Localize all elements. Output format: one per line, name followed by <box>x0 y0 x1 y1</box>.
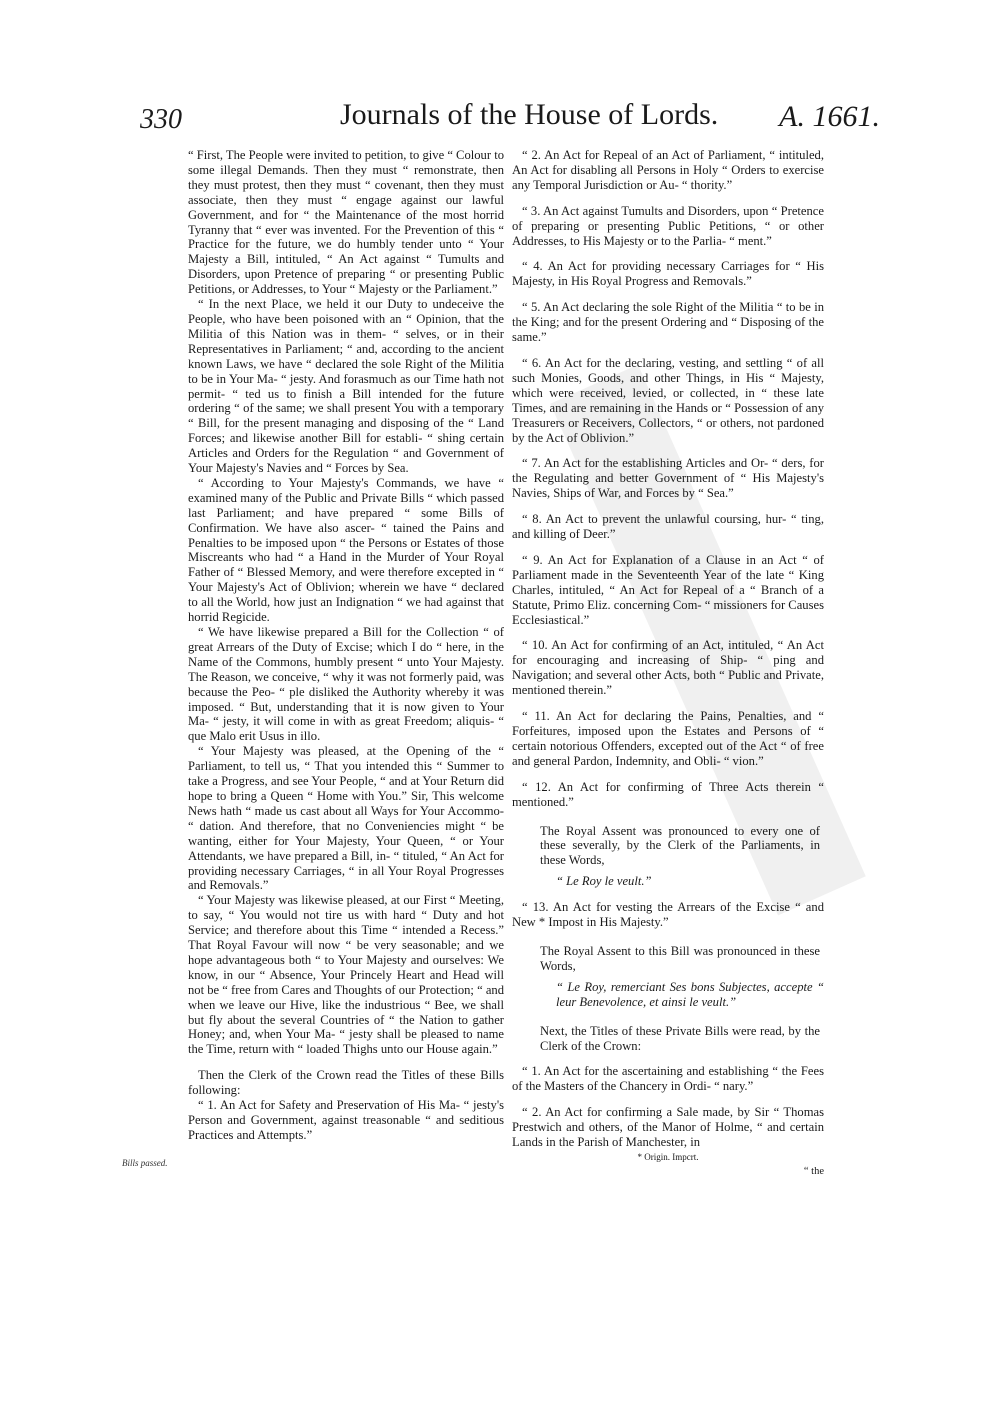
speech-paragraph: “ Your Majesty was likewise pleased, at our First “ Meeting, to say, “ You would not tire us with hard “ Duty and hot Service; and therefore about this Time “ intended a Recess.” That Royal Favour will now “ be very seasonable; and we hope advantageous both “ to Your Majesty and ourselves: We know, in our “ Absence, Your Princely Heart and Head will not be “ free from Cares and Thoughts of our Protection; “ and when we leave our Hive, like the industrious “ Bee, we shall but fly about the several Countries of “ the Nation to gather Honey; and, when Your Ma- “ jesty shall be pleased to name the Time, return with “ loaded Thighs unto our House again.” <box>188 893 504 1057</box>
bill-title: “ 6. An Act for the declaring, vesting, and settling “ of all such Monies, Goods, and other Things, in His “ Majesty, which were received, levied, or collected, in “ these late Times, and are remaining in the Hands or “ Possession of any Treasurers or Receivers, Collectors, “ or others, not pardoned by the Act of Oblivion.” <box>512 355 824 445</box>
bill-title: “ 12. An Act for confirming of Three Acts therein “ mentioned.” <box>512 779 824 809</box>
bill-title: “ 7. An Act for the establishing Articles and Or- “ ders, for the Regulating and better Government of “ His Majesty's Navies, Ships of War, and Forces by “ Sea.” <box>512 456 824 501</box>
running-title: Journals of the House of Lords. <box>340 98 719 131</box>
bill-title: “ 9. An Act for Explanation of a Clause in an Act “ of Parliament made in the Seventeenth Year of the late “ King Charles, intituled, “ An Act for Repeal of a “ Branch of a Statute, Primo Eliz. concerning Com- “ missioners for Causes Ecclesiastical.” <box>512 552 824 627</box>
bill-title: “ 1. An Act for the ascertaining and establishing “ the Fees of the Masters of the Chancery in Ordi- “ nary.” <box>512 1064 824 1094</box>
speech-paragraph: “ We have likewise prepared a Bill for the Collection “ of great Arrears of the Duty of Excise; which I do “ here, in the Name of the Commons, humbly present “ unto Your Majesty. The Reason, we conceive, “ why it was not formerly paid, was because the Peo- “ ple disliked the Authority whereby it was imposed. “ But, understanding that it is now given to Your Ma- “ jesty, it will come in with as great Freedom; aliquis- “ que Malo erit Usus in illo. <box>188 625 504 744</box>
speech-paragraph: “ In the next Place, we held it our Duty to undeceive the People, who have been poisoned with an “ Opinion, that the Militia of this Nation was in them- “ selves, or in their Representatives in Parliament; “ and, according to the ancient known Laws, we have “ declared the sole Right of the Militia to be in Your Ma- “ jesty. And forasmuch as our Time hath not permit- “ ted us to finish a Bill intended for the future ordering “ of the same; we shall present You with a temporary “ Bill, for the present managing and disposing of the “ Land Forces; and likewise another Bill for establi- “ shing certain Articles and Orders for the Regulation “ and Government of Your Majesty's Navies and “ Forces by Sea. <box>188 297 504 476</box>
speech-paragraph: “ According to Your Majesty's Commands, we have “ examined many of the Public and Private Bills “ which passed last Parliament; and have prepared “ some Bills of Confirmation. We have also ascer- “ tained the Pains and Penalties to be imposed upon “ the Persons or Estates of those Miscreants who had “ a Hand in the Murder of Your Royal Father of “ Blessed Memory, and were therefore excepted in “ Your Majesty's Act of Oblivion; wherein we have “ declared to all the World, how just an Indignation “ we had against that horrid Regicide. <box>188 475 504 625</box>
bill-title: “ 4. An Act for providing necessary Carriages for “ His Majesty, in His Royal Progress and Removals.” <box>512 259 824 289</box>
catchword: “ the <box>803 1165 824 1177</box>
clerk-reading-paragraph: Then the Clerk of the Crown read the Titles of these Bills following: <box>188 1068 504 1098</box>
speech-paragraph: “ First, The People were invited to petition, to give “ Colour to some illegal Demands. Then they must “ remonstrate, then they must protest, then they must “ covenant, then they must associate, then they must “ engage against our lawful Government, and for “ the Maintenance of the most horrid Tyranny that “ ever was invented. For the Prevention of this “ Practice for the future, we do humbly tender unto “ Your Majesty a Bill, intituled, “ An Act against “ Tumults and Disorders, upon Pretence of preparing “ or presenting Public Petitions, or Addresses, to Your “ Majesty or the Parliament.” <box>188 148 504 297</box>
left-column <box>188 148 504 1143</box>
margin-note: Bills passed. <box>122 1158 168 1168</box>
bill-title: “ 2. An Act for confirming a Sale made, by Sir “ Thomas Prestwich and others, of the Manor of Holme, “ and certain Lands in the Parish of Manchester, in <box>512 1105 824 1150</box>
footnote: * Origin. Impcrt. <box>637 1151 699 1162</box>
private-bills-intro: Next, the Titles of these Private Bills were read, by the Clerk of the Crown: <box>540 1023 820 1053</box>
assent-formula: “ Le Roy le veult.” <box>556 874 652 889</box>
bill-title: “ 13. An Act for vesting the Arrears of the Excise “ and New * Impost in His Majesty.” <box>512 900 824 930</box>
bill-title: “ 3. An Act against Tumults and Disorders, upon “ Pretence of preparing or presenting Public Petitions, “ or other Addresses, to His Majesty or to the Parlia- “ ment.” <box>512 203 824 248</box>
bill-title: “ 1. An Act for Safety and Preservation of His Ma- “ jesty's Person and Government, against treasonable “ and seditious Practices and Attempts.” <box>188 1098 504 1142</box>
assent-formula: “ Le Roy, remerciant Ses bons Subjectes, accepte “ leur Benevolence, et ainsi le veult.” <box>556 979 824 1009</box>
bill-title: “ 11. An Act for declaring the Pains, Penalties, and “ Forfeitures, imposed upon the Estates and Persons of “ certain notorious Offenders, excepted out of the Act “ of free and general Pardon, Indemnity, and Obli- “ vion.” <box>512 709 824 768</box>
page-number: 330 <box>140 104 182 135</box>
royal-assent-note: The Royal Assent to this Bill was pronounced in these Words, <box>540 943 820 973</box>
year-label: A. 1661. <box>779 100 880 133</box>
royal-assent-note: The Royal Assent was pronounced to every one of these severally, by the Clerk of the Parliaments, in these Words, <box>540 823 820 868</box>
bill-title: “ 2. An Act for Repeal of an Act of Parliament, “ intituled, An Act for disabling all Persons in Holy “ Orders to exercise any Temporal Jurisdiction or Au- “ thority.” <box>512 148 824 192</box>
right-column <box>512 148 824 1180</box>
page-header <box>140 98 880 146</box>
bill-title: “ 10. An Act for confirming of an Act, intituled, “ An Act for encouraging and increasing of Ship- “ ping and Navigation; and several other Acts, both “ Public and Private, mentioned therein.” <box>512 638 824 698</box>
speech-paragraph: “ Your Majesty was pleased, at the Opening of the “ Parliament, to tell us, “ That you intended this “ Summer to take a Progress, and see Your People, “ and at Your Return did hope to bring a Queen “ Home with You.” Sir, This welcome News hath “ made us cast about all Ways for Your Accommo- “ dation. And therefore, that no Conveniencies might “ be wanting, either for Your Majesty, Your Queen, “ or Your Attendants, we have prepared a Bill, in- “ tituled, “ An Act for providing necessary Carriages, “ in all Your Royal Progresses and Removals.” <box>188 744 504 893</box>
bill-title: “ 5. An Act declaring the sole Right of the Militia “ to be in the King; and for the present Ordering and “ Disposing of the same.” <box>512 300 824 345</box>
bill-title: “ 8. An Act to prevent the unlawful coursing, hur- “ ting, and killing of Deer.” <box>512 512 824 542</box>
